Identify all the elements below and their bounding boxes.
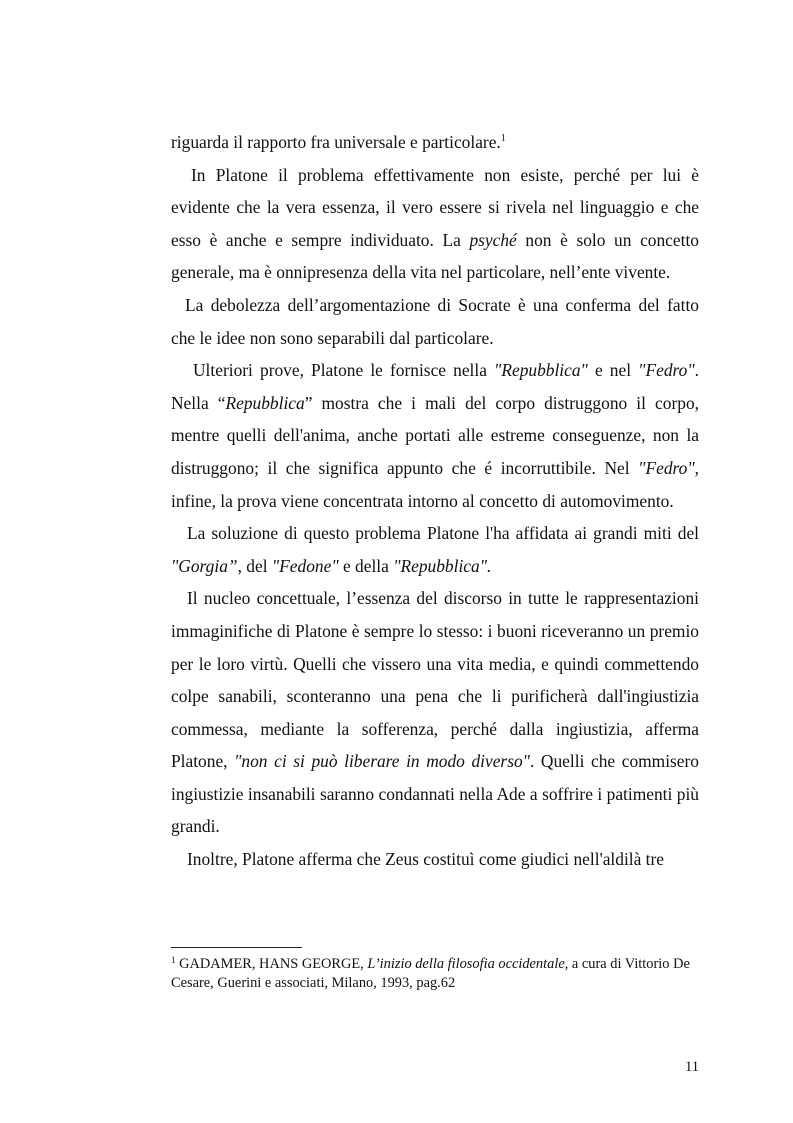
paragraph-5 [171, 517, 699, 582]
paragraph-6-text-b: . Quelli che commisero ingiustizie insanabili saranno condannati nella Ade a soffrire i patimenti più grandi. [171, 751, 699, 837]
page-number: 11 [685, 1059, 699, 1075]
footnote-details: a cura di Vittorio De Cesare, Guerini e associati, Milano, 1993, pag.62 [171, 956, 690, 991]
paragraph-6-text-a: Il nucleo concettuale, l’essenza del discorso in tutte le rappresentazioni immaginifiche di Platone è sempre lo stesso: i buoni riceveranno un premio per le loro virtù. Quelli che vissero una vita media, e quindi commettendo colpe sanabili, sconteranno una pena che li purificherà dall'ingiustizia commessa, mediante la sofferenza, perché dalla ingiustizia, afferma Platone, [171, 588, 699, 772]
paragraph-6-emphasis-quote: "non ci si può liberare in modo diverso" [234, 751, 530, 772]
paragraph-6 [171, 582, 699, 843]
paragraph-2-text-b: non è solo un concetto generale, ma è onnipresenza della vita nel particolare, nell’ente vivente. [171, 229, 699, 283]
paragraph-4-text-d: ” mostra che i mali del corpo distruggono il corpo, mentre quelli dell'anima, anche portati alle estreme conseguenze, non la distruggono; il che significa appunto che é incorruttibile. Nel [171, 392, 700, 478]
footnote-marker: 1 [171, 955, 176, 965]
paragraph-5-text-c: e della [338, 555, 394, 576]
body-text [171, 126, 699, 876]
paragraph-4-text-a: Ulteriori prove, Platone le fornisce nella [193, 360, 495, 381]
paragraph-1 [171, 126, 699, 159]
footnote-separator [171, 947, 302, 948]
paragraph-3-text: La debolezza dell’argomentazione di Socrate è una conferma del fatto che le idee non sono separabili dal particolare. [171, 294, 699, 348]
footnote [171, 955, 699, 993]
paragraph-4-text-c: . Nella “ [171, 360, 699, 413]
footnote-title: L’inizio della filosofia occidentale, [367, 956, 569, 972]
paragraph-7-text: Inoltre, Platone afferma che Zeus costituì come giudici nell'aldilà tre [187, 849, 665, 870]
paragraph-2-emphasis-psyche: psyché [469, 229, 517, 250]
paragraph-4-emphasis-repubblica-2: Repubblica [225, 392, 305, 413]
paragraph-2 [171, 159, 699, 289]
paragraph-4-emphasis-fedro-2: "Fedro" [638, 457, 695, 478]
paragraph-5-text-b: , del [237, 555, 272, 576]
paragraph-4 [171, 354, 699, 517]
paragraph-5-emphasis-fedone: "Fedone" [271, 555, 339, 576]
paragraph-7 [171, 843, 699, 876]
paragraph-4-text-e: , infine, la prova viene concentrata intorno al concetto di automovimento. [171, 457, 699, 511]
footnote-reference: 1 [500, 133, 506, 144]
paragraph-4-emphasis-fedro: "Fedro" [638, 360, 695, 381]
paragraph-2-text-a: In Platone il problema effettivamente non esiste, perché per lui è evidente che la vera essenza, il vero essere si rivela nel linguaggio e che esso è anche e sempre individuato. La [171, 164, 699, 250]
paragraph-5-emphasis-repubblica: "Repubblica". [393, 555, 492, 576]
paragraph-4-text-b: e nel [587, 360, 639, 381]
paragraph-5-emphasis-gorgia: "Gorgia” [171, 555, 238, 576]
paragraph-4-emphasis-repubblica: "Repubblica" [494, 360, 588, 381]
paragraph-1-text: riguarda il rapporto fra universale e particolare. [171, 132, 501, 152]
footnote-author: GADAMER, HANS GEORGE, [175, 956, 368, 972]
paragraph-5-text-a: La soluzione di questo problema Platone l'ha affidata ai grandi miti del [187, 523, 699, 544]
paragraph-3 [171, 289, 699, 354]
